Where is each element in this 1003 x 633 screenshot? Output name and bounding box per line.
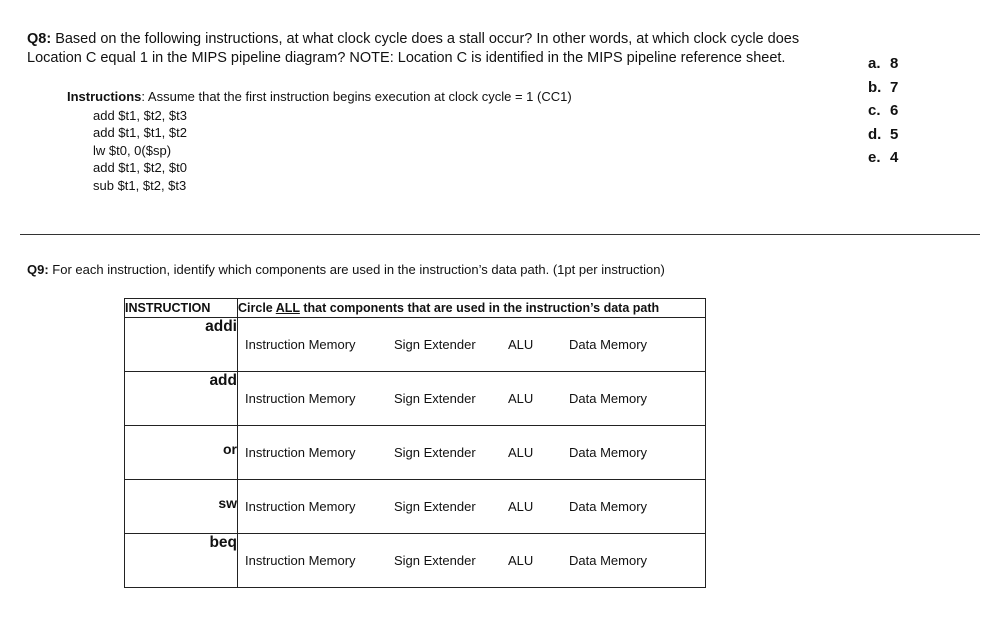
instruction-name: or: [125, 426, 238, 480]
q9-text: For each instruction, identify which components are used in the instruction’s data path. (1pt per instruction): [48, 262, 665, 277]
option-instruction-memory[interactable]: Instruction Memory: [245, 337, 356, 352]
instruction-name: sw: [125, 480, 238, 534]
option-sign-extender[interactable]: Sign Extender: [394, 391, 476, 406]
option-instruction-memory[interactable]: Instruction Memory: [245, 445, 356, 460]
choice-e[interactable]: [868, 146, 898, 170]
option-alu[interactable]: ALU: [508, 337, 534, 352]
instructions-note: : Assume that the first instruction begins execution at clock cycle = 1 (CC1): [141, 89, 572, 104]
instruction-name: beq: [125, 534, 238, 588]
choice-letter: b.: [868, 78, 882, 96]
option-instruction-memory[interactable]: Instruction Memory: [245, 499, 356, 514]
option-alu[interactable]: ALU: [508, 499, 534, 514]
option-data-memory[interactable]: Data Memory: [569, 499, 648, 514]
header-all: ALL: [275, 301, 300, 315]
instruction-line: sub $t1, $t2, $t3: [93, 177, 187, 193]
section-divider: [20, 234, 980, 235]
instruction-line: add $t1, $t1, $t2: [93, 125, 187, 140]
option-sign-extender[interactable]: Sign Extender: [394, 553, 476, 568]
header-post: that components that are used in the instruction’s data path: [299, 301, 660, 315]
table-row: [125, 480, 706, 534]
q8-text-line2: Location C equal 1 in the MIPS pipeline diagram? NOTE: Location C is identified in the MIPS pipeline reference sheet.: [27, 50, 786, 66]
table-row: [125, 426, 706, 480]
choice-letter: d.: [868, 125, 882, 143]
components-cell: [238, 534, 706, 588]
choice-value: 8: [890, 55, 899, 72]
components-cell: [238, 480, 706, 534]
choice-value: 5: [890, 125, 899, 143]
instruction-name: add: [125, 372, 238, 426]
choice-letter: e.: [868, 149, 881, 166]
components-cell: [238, 372, 706, 426]
choice-value: 4: [890, 149, 899, 166]
option-sign-extender[interactable]: Sign Extender: [394, 337, 476, 352]
instructions-label: Instructions: [67, 89, 142, 104]
header-pre: Circle: [238, 301, 276, 315]
header-components: [238, 299, 706, 318]
choice-a[interactable]: [868, 52, 898, 76]
choice-letter: a.: [868, 55, 881, 72]
choice-value: 6: [890, 102, 899, 119]
q9-label: Q9:: [27, 262, 49, 277]
choice-d[interactable]: [868, 123, 898, 147]
table-row: [125, 534, 706, 588]
option-data-memory[interactable]: Data Memory: [569, 391, 648, 406]
choice-value: 7: [890, 78, 899, 96]
q8-choices: [868, 52, 898, 170]
option-sign-extender[interactable]: Sign Extender: [394, 445, 476, 460]
option-alu[interactable]: ALU: [508, 553, 534, 568]
table-row: [125, 318, 706, 372]
choice-c[interactable]: [868, 99, 898, 123]
datapath-table: [124, 298, 706, 588]
option-instruction-memory[interactable]: Instruction Memory: [245, 391, 356, 406]
choice-b[interactable]: [868, 76, 898, 100]
q8-text-line1: Based on the following instructions, at what clock cycle does a stall occur? In other words, at which clock cycle does: [51, 31, 800, 47]
instruction-list: [93, 107, 572, 195]
option-data-memory[interactable]: Data Memory: [569, 553, 648, 568]
instruction-line: lw $t0, 0($sp): [93, 142, 172, 158]
choice-letter: c.: [868, 102, 881, 119]
q8-question: [27, 30, 827, 68]
option-alu[interactable]: ALU: [508, 445, 534, 460]
q9-question: [27, 262, 665, 277]
option-data-memory[interactable]: Data Memory: [569, 337, 648, 352]
components-cell: [238, 426, 706, 480]
option-alu[interactable]: ALU: [508, 391, 534, 406]
instructions-block: [67, 88, 572, 194]
instruction-name: addi: [125, 318, 238, 372]
q8-label: Q8:: [27, 31, 52, 47]
option-instruction-memory[interactable]: Instruction Memory: [245, 553, 356, 568]
table-row: [125, 372, 706, 426]
option-data-memory[interactable]: Data Memory: [569, 445, 648, 460]
components-cell: [238, 318, 706, 372]
header-instruction: INSTRUCTION: [125, 299, 238, 318]
instruction-line: add $t1, $t2, $t0: [93, 160, 187, 175]
option-sign-extender[interactable]: Sign Extender: [394, 499, 476, 514]
instruction-line: add $t1, $t2, $t3: [93, 107, 187, 123]
